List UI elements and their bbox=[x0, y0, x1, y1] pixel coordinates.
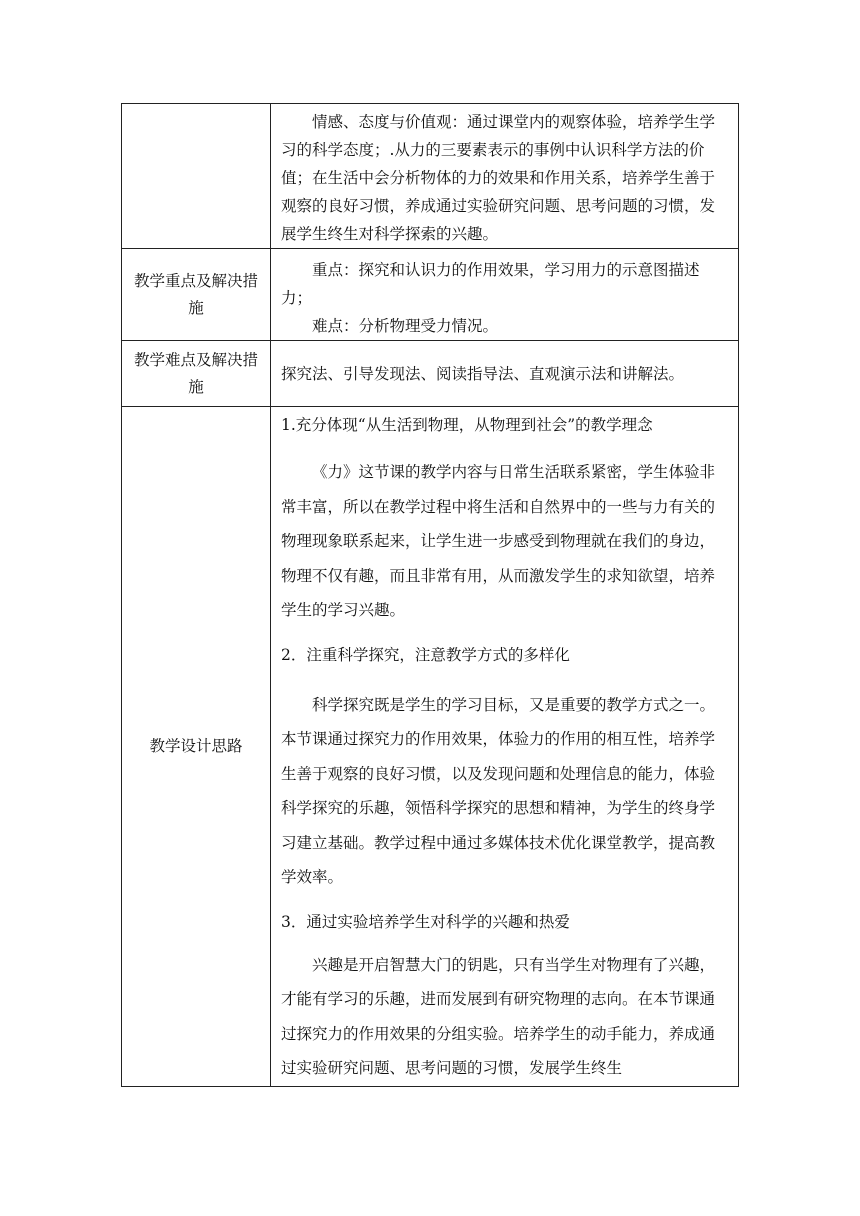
row-label: 教学难点及解决措施 bbox=[122, 341, 271, 407]
row-content bbox=[271, 249, 739, 341]
row-label: 教学设计思路 bbox=[122, 407, 271, 1087]
section-body: 《力》这节课的教学内容与日常生活联系紧密，学生体验非常丰富，所以在教学过程中将生活和自然界中的一些与力有关的物理现象联系起来，让学生进一步感受到物理就在我们的身边，物理不仅有趣，而且非常有用，从而激发学生的求知欲望，培养学生的学习兴趣。 bbox=[281, 463, 716, 619]
row-content bbox=[271, 341, 739, 407]
row-label: 教学重点及解决措施 bbox=[122, 249, 271, 341]
table-row bbox=[122, 249, 739, 341]
table-row bbox=[122, 104, 739, 249]
table-row bbox=[122, 341, 739, 407]
section-heading: 1.充分体现“从生活到物理，从物理到社会”的教学理念 bbox=[281, 416, 653, 434]
lesson-plan-table bbox=[121, 103, 739, 1087]
section-heading: 3．通过实验培养学生对科学的兴趣和热爱 bbox=[281, 912, 570, 931]
paragraph: 情感、态度与价值观：通过课堂内的观察体验，培养学生学习的科学态度；.从力的三要素表示的事例中认识科学方法的价值；在生活中会分析物体的力的效果和作用关系，培养学生善于观察的良好习惯，养成通过实验研究问题、思考问题的习惯，发展学生终生对科学探索的兴趣。 bbox=[281, 113, 716, 243]
paragraph: 重点：探究和认识力的作用效果，学习用力的示意图描述力； bbox=[281, 261, 700, 307]
paragraph: 探究法、引导发现法、阅读指导法、直观演示法和讲解法。 bbox=[281, 364, 685, 383]
row-content bbox=[271, 104, 739, 249]
paragraph: 难点：分析物理受力情况。 bbox=[312, 317, 499, 335]
section-heading: 2．注重科学探究，注意教学方式的多样化 bbox=[281, 645, 570, 664]
table-row bbox=[122, 407, 739, 1087]
row-content bbox=[271, 407, 739, 1087]
row-label bbox=[122, 104, 271, 249]
section-body: 兴趣是开启智慧大门的钥匙，只有当学生对物理有了兴趣，才能有学习的乐趣，进而发展到有研究物理的志向。在本节课通过探究力的作用效果的分组实验。培养学生的动手能力，养成通过实验研究问题、思考问题的习惯，发展学生终生 bbox=[281, 955, 716, 1077]
section-body: 科学探究既是学生的学习目标，又是重要的教学方式之一。本节课通过探究力的作用效果，体验力的作用的相互性，培养学生善于观察的良好习惯，以及发现问题和处理信息的能力，体验科学探究的乐趣，领悟科学探究的思想和精神，为学生的终身学习建立基础。教学过程中通过多媒体技术优化课堂教学，提高教学效率。 bbox=[281, 695, 716, 886]
